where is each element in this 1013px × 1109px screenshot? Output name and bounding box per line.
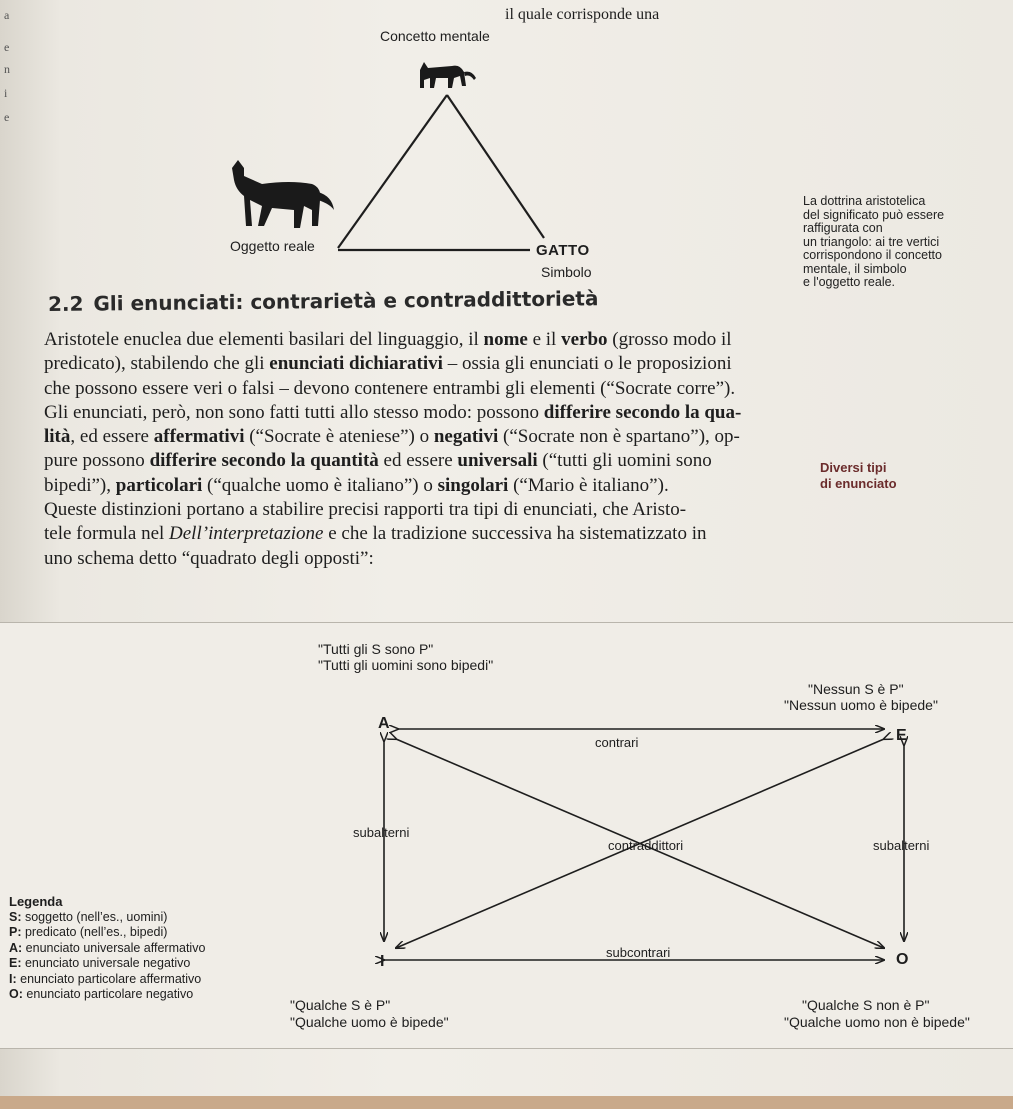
text-line: lità, ed essere affermativi (“Socrate è ateniese”) o negativi (“Socrate non è spartano”), op- [44, 426, 740, 448]
symbol-label: Simbolo [541, 264, 592, 280]
margin-letter: a [4, 8, 10, 22]
legend-item: S: soggetto (nell’es., uomini) [9, 909, 168, 924]
legend-item: O: enunciato particolare negativo [9, 987, 194, 1001]
legend [9, 894, 205, 1003]
caption-line: corrispondono il concetto [803, 248, 942, 262]
contraddittori-label: contraddittori [608, 838, 684, 853]
margin-letter: e [4, 40, 10, 54]
subcontrari-label: subcontrari [606, 945, 671, 960]
i-formula: "Qualche S è P" [290, 997, 391, 1013]
apex-label: Concetto mentale [380, 28, 490, 44]
section-title: Gli enunciati: contrarietà e contraddittorietà [93, 286, 599, 316]
real-object-label: Oggetto reale [230, 238, 315, 254]
square-of-opposition [0, 622, 1013, 1049]
legend-item: E: enunciato universale negativo [9, 956, 191, 970]
bottom-strip [0, 1096, 1013, 1109]
corner-i: I [380, 953, 385, 970]
caption-line: mentale, il simbolo [803, 261, 907, 276]
side-caption [803, 195, 978, 290]
caption-line: La dottrina aristotelica [803, 194, 926, 208]
caption-line: e l'oggetto reale. [803, 275, 896, 289]
triangle-edge-right [447, 95, 544, 238]
o-formula: "Qualche S non è P" [802, 997, 930, 1013]
text-line: pure possono differire secondo la quantità ed essere universali (“tutti gli uomini sono [44, 450, 712, 472]
margin-letter: e [4, 110, 10, 124]
section-number: 2.2 [47, 291, 84, 316]
margin-letter: n [4, 62, 10, 76]
subalterni-left-label: subalterni [353, 825, 410, 840]
o-example: "Qualche uomo non è bipede" [784, 1014, 970, 1030]
cat-icon-small [420, 62, 476, 88]
legend-item: A: enunciato universale affermativo [9, 940, 206, 955]
text-line: tele formula nel Dell’interpretazione e che la tradizione successiva ha sistematizzato in [44, 523, 707, 545]
text-line: predicato), stabilendo che gli enunciati dichiarativi – ossia gli enunciati o le proposizioni [44, 353, 732, 375]
contrari-label: contrari [595, 735, 639, 750]
legend-title: Legenda [9, 894, 63, 909]
a-formula: "Tutti gli S sono P" [318, 641, 434, 657]
legend-item: I: enunciato particolare affermativo [9, 971, 202, 986]
top-text-fragment: il quale corrisponde una [505, 6, 660, 23]
legend-item: P: predicato (nell’es., bipedi) [9, 925, 168, 939]
symbol-word: GATTO [536, 242, 590, 259]
caption-line: raffigurata con [803, 221, 883, 235]
caption-line: del significato può essere [803, 207, 945, 222]
cat-icon-large [232, 160, 334, 228]
body-text [44, 328, 804, 571]
text-line: che possono essere veri o falsi – devono contenere entrambi gli elementi (“Socrate corre”). [44, 377, 736, 399]
i-example: "Qualche uomo è bipede" [290, 1014, 449, 1030]
corner-o: O [896, 951, 909, 968]
corner-e: E [896, 727, 907, 744]
caption-line: un triangolo: ai tre vertici [803, 234, 940, 249]
e-formula: "Nessun S è P" [808, 681, 904, 697]
a-example: "Tutti gli uomini sono bipedi" [318, 657, 494, 673]
triangle-edge-left [338, 95, 447, 248]
side-note: Diversi tipi di enunciato [820, 460, 897, 491]
text-line: Gli enunciati, però, non sono fatti tutti allo stesso modo: possono differire secondo la qua- [44, 401, 742, 423]
text-line: Queste distinzioni portano a stabilire precisi rapporti tra tipi di enunciati, che Aristo- [44, 499, 687, 521]
margin-letter: i [4, 86, 8, 100]
text-line: uno schema detto “quadrato degli opposti”: [44, 547, 374, 569]
text-line: Aristotele enuclea due elementi basilari del linguaggio, il nome e il verbo (grosso modo il [44, 329, 732, 350]
corner-a: A [378, 715, 390, 732]
subalterni-right-label: subalterni [873, 838, 930, 853]
e-example: "Nessun uomo è bipede" [784, 697, 938, 713]
text-line: bipedi”), particolari (“qualche uomo è italiano”) o singolari (“Mario è italiano”). [44, 474, 669, 496]
